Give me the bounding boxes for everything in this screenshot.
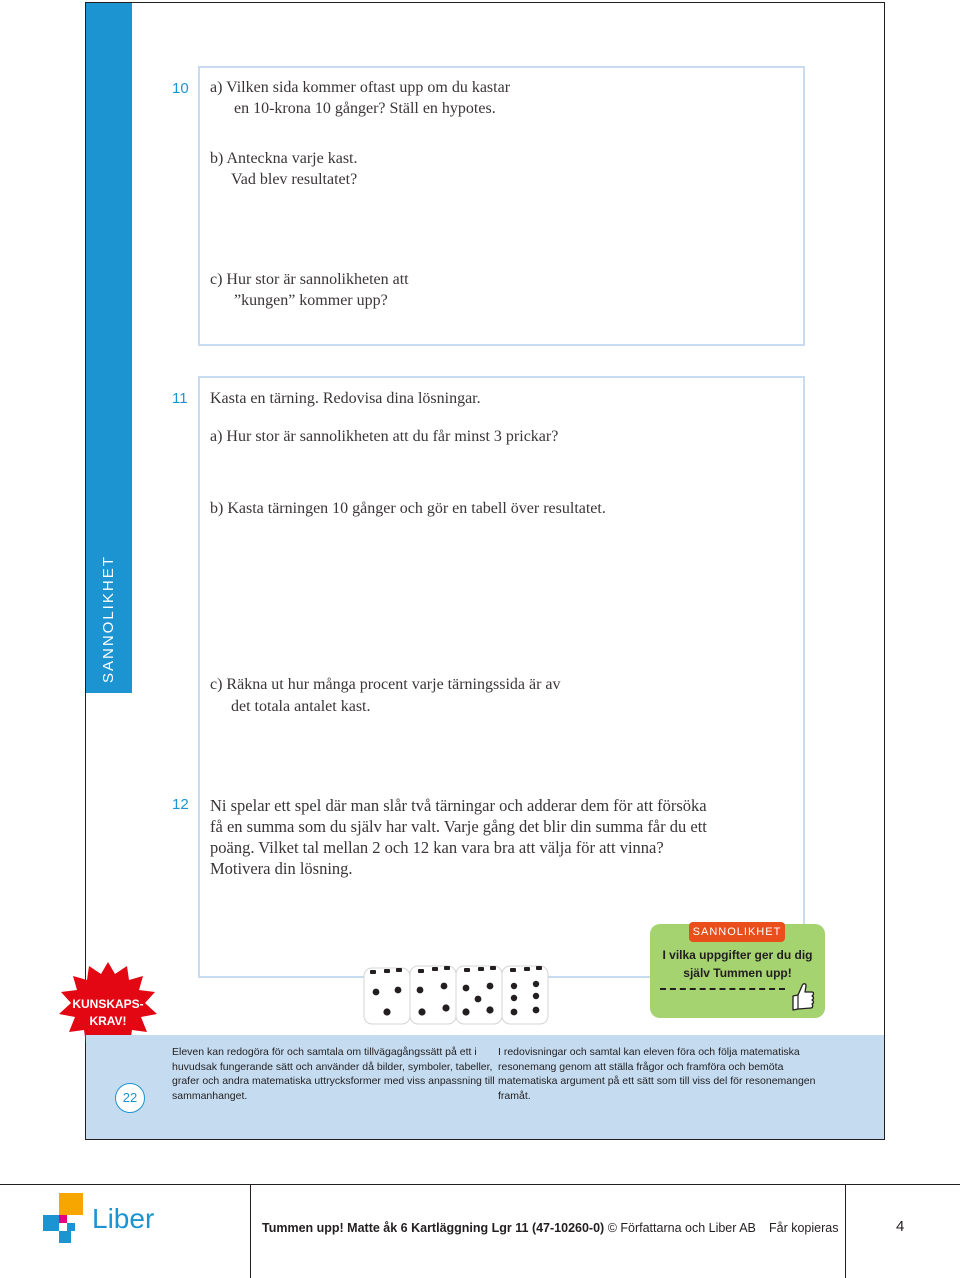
task-11-a-line1: a) Hur stor är sannolikheten att du får minst 3 prickar? bbox=[210, 428, 559, 445]
task-12-line1: Ni spelar ett spel där man slår två tärningar och adderar dem för att försöka bbox=[210, 796, 707, 815]
task-11-c-line2: det totala antalet kast. bbox=[231, 698, 371, 715]
footer-divider bbox=[845, 1185, 846, 1278]
footer-divider bbox=[250, 1185, 251, 1278]
task-12-number: 12 bbox=[172, 796, 189, 813]
badge-line1: KUNSKAPS- bbox=[72, 997, 144, 1011]
footer-page-number: 4 bbox=[896, 1218, 905, 1235]
goal-text-right: I redovisningar och samtal kan eleven föra och följa matematiska resonemang genom att ställa frågor och framföra och bemöta matematiska argument på ett sätt som till viss del för resonemangen framåt. bbox=[498, 1046, 816, 1102]
footer-copy-note: Får kopieras bbox=[769, 1221, 839, 1235]
task-12-line4: Motivera din lösning. bbox=[210, 859, 353, 878]
task-11-b-line1: b) Kasta tärningen 10 gånger och gör en tabell över resultatet. bbox=[210, 500, 606, 517]
task-10-c-line2: ”kungen” kommer upp? bbox=[234, 292, 388, 309]
thumbs-up-icon bbox=[787, 980, 815, 1012]
answer-dashes bbox=[660, 988, 785, 990]
brand-name: Liber bbox=[92, 1203, 155, 1234]
side-label-text: SANNOLIKHET bbox=[100, 555, 117, 683]
task-12-line2: få en summa som du själv har valt. Varje gång det blir din summa får du ett bbox=[210, 817, 707, 836]
worksheet-page-number: 22 bbox=[115, 1083, 145, 1113]
footer-rule bbox=[0, 1184, 960, 1185]
task-10-number: 10 bbox=[172, 80, 189, 97]
badge-line2: KRAV! bbox=[89, 1014, 127, 1028]
footer-authors: © Författarna och Liber AB bbox=[607, 1221, 756, 1235]
dice-illustration bbox=[362, 962, 552, 1026]
task-10-a-line1: a) Vilken sida kommer oftast upp om du kastar bbox=[210, 79, 511, 96]
knowledge-badge bbox=[60, 996, 156, 1030]
banner-line2: själv Tummen upp! bbox=[683, 966, 792, 980]
task-10-c-line1: c) Hur stor är sannolikheten att bbox=[210, 271, 409, 288]
liber-logo-icon bbox=[43, 1193, 85, 1245]
task-10-b-line2: Vad blev resultatet? bbox=[231, 171, 358, 188]
task-11-c-line1: c) Räkna ut hur många procent varje tärningssida är av bbox=[210, 676, 561, 693]
footer-credit bbox=[262, 1221, 756, 1235]
task-10-b-line1: b) Anteckna varje kast. bbox=[210, 150, 358, 167]
banner-question bbox=[655, 946, 820, 982]
task-11-number: 11 bbox=[172, 390, 188, 407]
task-12-line3: poäng. Vilket tal mellan 2 och 12 kan vara bra att välja för att vinna? bbox=[210, 838, 664, 857]
task-10-a-line2: en 10-krona 10 gånger? Ställ en hypotes. bbox=[234, 100, 496, 117]
task-11-intro: Kasta en tärning. Redovisa dina lösningar. bbox=[210, 390, 481, 407]
banner-line1: I vilka uppgifter ger du dig bbox=[662, 948, 813, 962]
footer-title: Tummen upp! Matte åk 6 Kartläggning Lgr 11 (47-10260-0) bbox=[262, 1221, 605, 1235]
goal-text-left: Eleven kan redogöra för och samtala om tillvägagångssätt på ett i huvudsak fungerande sätt och använder då bilder, symboler, tabeller, grafer och andra matematiska uttrycksformer med viss anpassning till sammanhanget. bbox=[172, 1046, 495, 1102]
banner-tag: SANNOLIKHET bbox=[689, 922, 785, 942]
